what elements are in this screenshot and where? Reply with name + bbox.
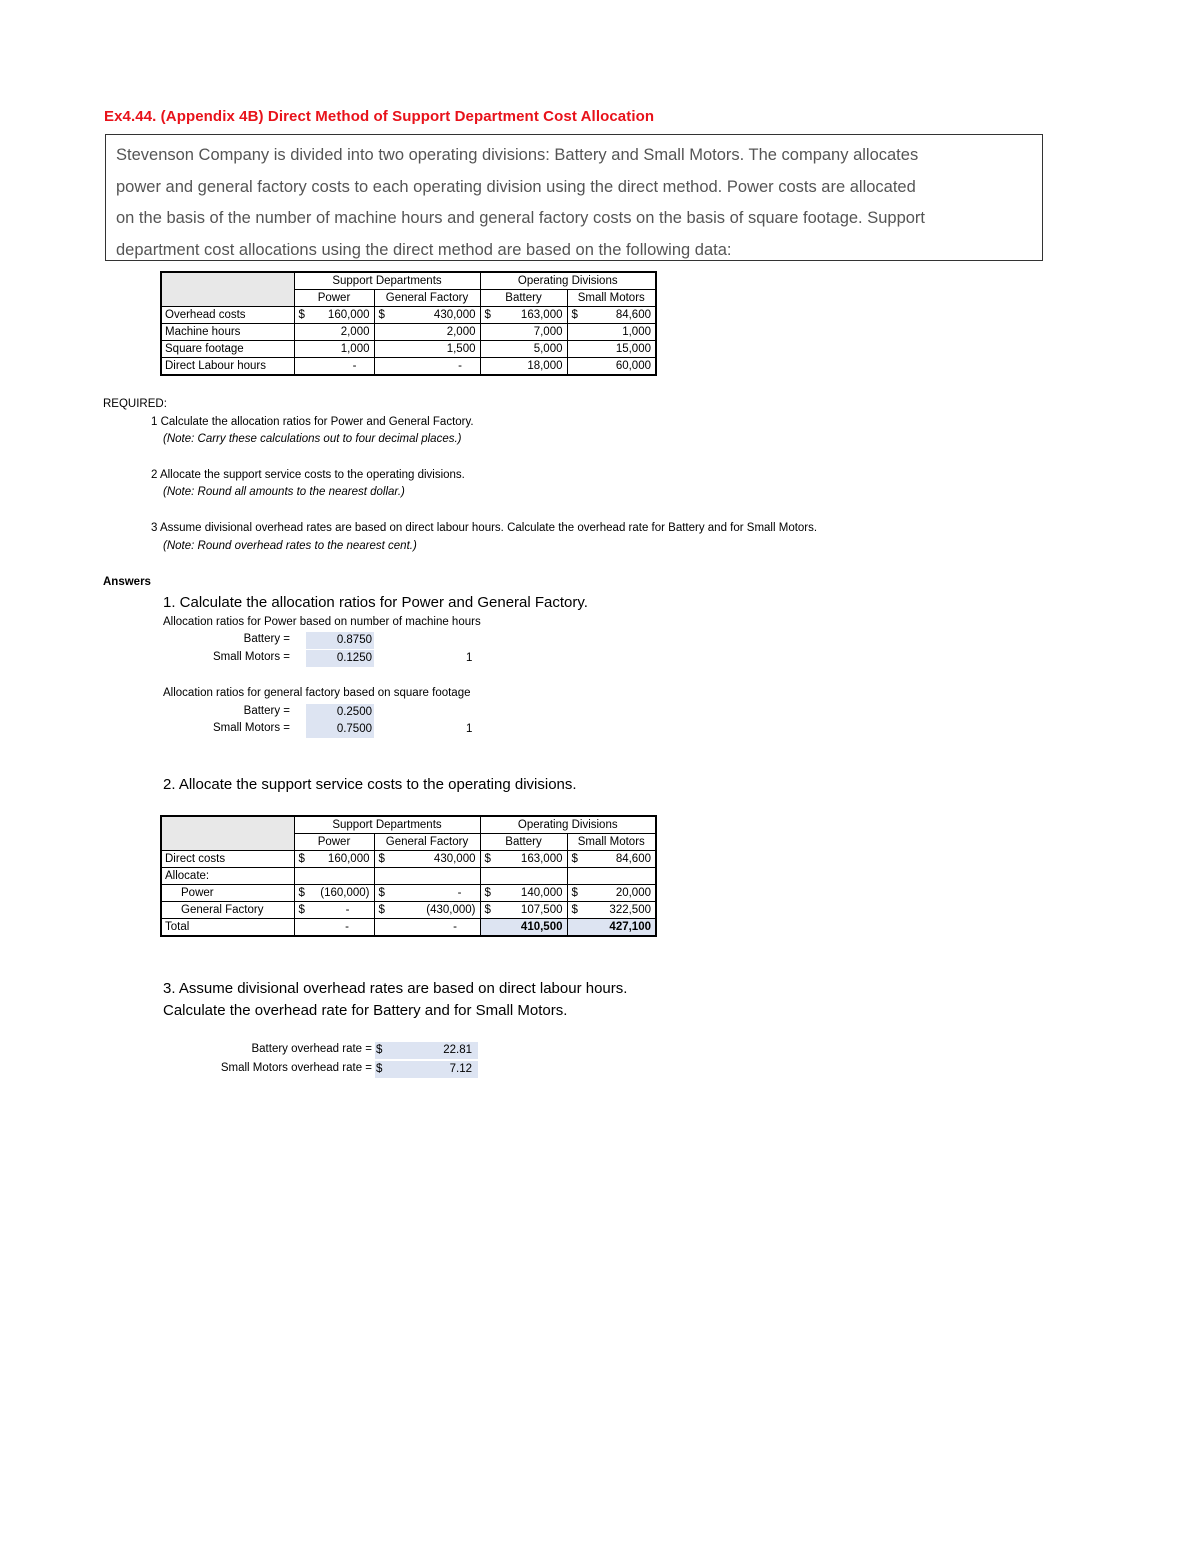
table-row — [161, 868, 656, 885]
column-header: General Factory — [374, 834, 480, 851]
small-motors-rate-label: Small Motors overhead rate = — [220, 1062, 372, 1074]
allocation-table — [160, 815, 657, 937]
small-motors-total: 427,100 — [567, 919, 656, 937]
row-label: Direct costs — [161, 851, 294, 868]
cell-value: 160,000 — [327, 853, 370, 865]
row-label: Square footage — [161, 341, 294, 358]
page-title: Ex4.44. (Appendix 4B) Direct Method of Support Department Cost Allocation — [104, 108, 655, 125]
group-header: Operating Divisions — [480, 272, 656, 290]
cell-value: 84,600 — [615, 853, 651, 865]
currency-symbol: $ — [484, 904, 491, 916]
battery-label: Battery = — [243, 705, 290, 717]
currency-symbol: $ — [298, 309, 305, 321]
small-motors-label: Small Motors = — [212, 722, 290, 734]
answer-1-title: 1. Calculate the allocation ratios for Power and General Factory. — [163, 594, 588, 611]
cell-value: 1,000 — [294, 341, 374, 358]
small-motors-label: Small Motors = — [212, 651, 290, 663]
required-item: 3 Assume divisional overhead rates are based on direct labour hours. Calculate the overhead rate for Battery and for Small Motors. — [151, 522, 818, 534]
problem-statement — [105, 134, 1043, 261]
column-header: Power — [294, 290, 374, 307]
group-header: Support Departments — [294, 272, 480, 290]
cell-value: - — [345, 904, 350, 916]
power-ratio-total: 1 — [466, 652, 473, 664]
column-header: Battery — [480, 290, 567, 307]
currency-symbol: $ — [378, 853, 385, 865]
general-small-motors-ratio: 0.7500 — [306, 721, 374, 738]
battery-rate-value: 22.81 — [443, 1044, 472, 1056]
row-label: Machine hours — [161, 324, 294, 341]
general-battery-ratio: 0.2500 — [306, 704, 374, 721]
power-small-motors-ratio: 0.1250 — [306, 650, 374, 667]
answer-3-title-line1: 3. Assume divisional overhead rates are based on direct labour hours. — [163, 980, 628, 997]
currency-symbol: $ — [298, 853, 305, 865]
battery-rate-label: Battery overhead rate = — [251, 1043, 372, 1055]
cell-value: 2,000 — [294, 324, 374, 341]
required-item: 2 Allocate the support service costs to the operating divisions. — [151, 469, 465, 481]
cell-value: 430,000 — [433, 853, 476, 865]
required-heading: REQUIRED: — [103, 398, 167, 410]
table-row — [161, 885, 656, 902]
group-header: Operating Divisions — [480, 816, 656, 834]
power-battery-ratio: 0.8750 — [306, 632, 374, 649]
row-label: Overhead costs — [161, 307, 294, 324]
cell-value: 1,000 — [567, 324, 656, 341]
cell-value: 163,000 — [520, 853, 563, 865]
currency-symbol: $ — [298, 887, 305, 899]
problem-line: on the basis of the number of machine hours and general factory costs on the basis of square footage. Support — [116, 209, 925, 227]
currency-symbol: $ — [571, 887, 578, 899]
cell-value: - — [374, 919, 480, 937]
row-label: General Factory — [161, 902, 294, 919]
problem-line: department cost allocations using the direct method are based on the following data: — [116, 240, 732, 259]
cell-value: 84,600 — [615, 309, 651, 321]
cell-value: 15,000 — [567, 341, 656, 358]
currency-symbol: $ — [298, 904, 305, 916]
cell-value: 160,000 — [327, 309, 370, 321]
required-note: (Note: Round all amounts to the nearest dollar.) — [163, 486, 405, 498]
currency-symbol: $ — [378, 309, 385, 321]
currency-symbol: $ — [484, 887, 491, 899]
cell-value: - — [457, 887, 462, 899]
cell-value: 107,500 — [520, 904, 563, 916]
general-factory-ratio-label: Allocation ratios for general factory based on square footage — [163, 687, 471, 699]
table-row — [161, 919, 656, 937]
answer-3-title-line2: Calculate the overhead rate for Battery and for Small Motors. — [163, 1002, 568, 1019]
problem-line: Stevenson Company is divided into two operating divisions: Battery and Small Motors. The company allocates — [116, 146, 919, 164]
battery-total: 410,500 — [480, 919, 567, 937]
cell-value: (430,000) — [426, 904, 476, 916]
row-label: Allocate: — [161, 868, 294, 885]
currency-symbol: $ — [571, 309, 578, 321]
power-ratio-label: Allocation ratios for Power based on number of machine hours — [163, 616, 481, 628]
cell-value: 140,000 — [520, 887, 563, 899]
column-header: Battery — [480, 834, 567, 851]
answers-heading: Answers — [103, 576, 151, 588]
table-row — [161, 341, 656, 358]
row-label: Direct Labour hours — [161, 358, 294, 376]
cell-value: 18,000 — [480, 358, 567, 376]
required-note: (Note: Round overhead rates to the nearest cent.) — [163, 540, 417, 552]
currency-symbol: $ — [376, 1044, 383, 1056]
table-row — [161, 358, 656, 376]
general-ratio-total: 1 — [466, 723, 473, 735]
cell-value: 20,000 — [615, 887, 651, 899]
currency-symbol: $ — [571, 853, 578, 865]
currency-symbol: $ — [376, 1063, 383, 1075]
cell-value: 322,500 — [609, 904, 651, 916]
table-row — [161, 851, 656, 868]
small-motors-rate-value: 7.12 — [449, 1063, 472, 1075]
table-corner — [161, 272, 294, 307]
cell-value: 1,500 — [374, 341, 480, 358]
cell-value: - — [294, 919, 374, 937]
column-header: General Factory — [374, 290, 480, 307]
table-row — [161, 324, 656, 341]
currency-symbol: $ — [571, 904, 578, 916]
required-item: 1 Calculate the allocation ratios for Power and General Factory. — [151, 416, 474, 428]
answer-2-title: 2. Allocate the support service costs to the operating divisions. — [163, 776, 577, 793]
currency-symbol: $ — [378, 904, 385, 916]
currency-symbol: $ — [484, 309, 491, 321]
battery-overhead-rate — [375, 1042, 478, 1059]
row-label: Total — [161, 919, 294, 937]
currency-symbol: $ — [484, 853, 491, 865]
cell-value: 7,000 — [480, 324, 567, 341]
group-header: Support Departments — [294, 816, 480, 834]
row-label: Power — [161, 885, 294, 902]
table-row — [161, 307, 656, 324]
cell-value: - — [294, 358, 374, 376]
cell-value: 5,000 — [480, 341, 567, 358]
cell-value: 60,000 — [567, 358, 656, 376]
required-note: (Note: Carry these calculations out to four decimal places.) — [163, 433, 462, 445]
small-motors-overhead-rate — [375, 1061, 478, 1078]
cell-value: 163,000 — [520, 309, 563, 321]
column-header: Small Motors — [567, 834, 656, 851]
cell-value: - — [374, 358, 480, 376]
currency-symbol: $ — [378, 887, 385, 899]
cell-value: 2,000 — [374, 324, 480, 341]
table-corner — [161, 816, 294, 851]
column-header: Power — [294, 834, 374, 851]
cell-value: 430,000 — [433, 309, 476, 321]
data-table — [160, 271, 657, 376]
battery-label: Battery = — [243, 633, 290, 645]
problem-line: power and general factory costs to each operating division using the direct method. Power costs are allocated — [116, 177, 916, 196]
column-header: Small Motors — [567, 290, 656, 307]
cell-value: (160,000) — [320, 887, 370, 899]
table-row — [161, 902, 656, 919]
